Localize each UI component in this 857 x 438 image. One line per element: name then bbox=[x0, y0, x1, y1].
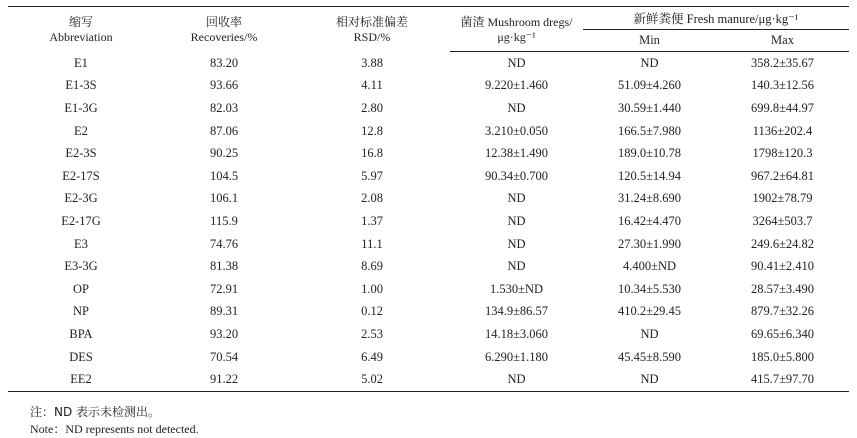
cell-fresh-max: 699.8±44.97 bbox=[750, 100, 815, 115]
cell-recovery: 74.76 bbox=[209, 236, 239, 251]
header-recoveries-zh: 回收率 bbox=[205, 14, 242, 29]
cell-abbreviation: E1-3S bbox=[65, 78, 97, 93]
cell-fresh-min: 16.42±4.470 bbox=[617, 213, 682, 228]
table-row bbox=[8, 255, 849, 278]
cell-fresh-max: 1136±202.4 bbox=[752, 123, 813, 138]
cell-fresh-max: 249.6±24.82 bbox=[750, 236, 815, 251]
cell-recovery: 72.91 bbox=[209, 281, 239, 296]
cell-mushroom-dregs: 3.210±0.050 bbox=[484, 123, 549, 138]
table-row bbox=[8, 278, 849, 301]
results-table-container bbox=[8, 6, 849, 392]
cell-fresh-max: 140.3±12.56 bbox=[750, 78, 815, 93]
cell-rsd: 12.8 bbox=[361, 123, 383, 138]
cell-fresh-min: 410.2±29.45 bbox=[617, 304, 682, 319]
table-row bbox=[8, 323, 849, 346]
cell-fresh-max: 1902±78.79 bbox=[752, 191, 813, 206]
cell-recovery: 93.66 bbox=[209, 78, 239, 93]
header-min: Min bbox=[583, 30, 716, 52]
cell-fresh-max: 185.0±5.800 bbox=[750, 349, 815, 364]
header-max: Max bbox=[716, 30, 849, 52]
cell-rsd: 2.08 bbox=[361, 191, 383, 206]
cell-rsd: 6.49 bbox=[361, 349, 383, 364]
cell-abbreviation: E2 bbox=[74, 123, 88, 138]
cell-mushroom-dregs: 90.34±0.700 bbox=[484, 168, 549, 183]
table-header bbox=[8, 7, 849, 52]
table-row bbox=[8, 210, 849, 233]
cell-mushroom-dregs: ND bbox=[507, 213, 526, 228]
cell-rsd: 5.02 bbox=[294, 368, 450, 391]
header-rsd bbox=[294, 7, 450, 52]
cell-abbreviation: DES bbox=[69, 349, 93, 364]
cell-fresh-min: 45.45±8.590 bbox=[617, 349, 682, 364]
cell-mushroom-dregs: ND bbox=[507, 55, 526, 70]
cell-rsd: 5.97 bbox=[361, 168, 383, 183]
cell-abbreviation: E2-17S bbox=[62, 168, 100, 183]
table-row bbox=[8, 75, 849, 98]
cell-fresh-max: 358.2±35.67 bbox=[750, 55, 815, 70]
cell-mushroom-dregs: ND bbox=[450, 368, 583, 391]
header-abbreviation-zh: 缩写 bbox=[68, 14, 93, 29]
cell-mushroom-dregs: 134.9±86.57 bbox=[484, 304, 549, 319]
cell-fresh-min: 120.5±14.94 bbox=[617, 168, 682, 183]
cell-rsd: 1.00 bbox=[361, 281, 383, 296]
cell-abbreviation: E2-3G bbox=[64, 191, 98, 206]
cell-abbreviation: E3-3G bbox=[64, 259, 98, 274]
cell-mushroom-dregs: 9.220±1.460 bbox=[484, 78, 549, 93]
cell-abbreviation: E1-3G bbox=[64, 100, 98, 115]
results-table bbox=[8, 6, 849, 392]
cell-abbreviation: E1 bbox=[74, 55, 88, 70]
cell-fresh-max: 879.7±32.26 bbox=[750, 304, 815, 319]
cell-recovery: 89.31 bbox=[209, 304, 239, 319]
cell-mushroom-dregs: ND bbox=[507, 236, 526, 251]
table-row bbox=[8, 52, 849, 75]
cell-fresh-max: 415.7±97.70 bbox=[716, 368, 849, 391]
cell-fresh-max: 3264±503.7 bbox=[752, 213, 813, 228]
cell-rsd: 3.88 bbox=[361, 55, 383, 70]
table-row bbox=[8, 368, 849, 391]
cell-rsd: 2.53 bbox=[361, 326, 383, 341]
cell-rsd: 8.69 bbox=[361, 259, 383, 274]
cell-fresh-min: 31.24±8.690 bbox=[617, 191, 682, 206]
cell-fresh-min: 51.09±4.260 bbox=[617, 78, 682, 93]
cell-fresh-max: 28.57±3.490 bbox=[750, 281, 815, 296]
cell-fresh-max: 69.65±6.340 bbox=[750, 326, 815, 341]
cell-mushroom-dregs: ND bbox=[507, 259, 526, 274]
cell-fresh-min: 30.59±1.440 bbox=[617, 100, 682, 115]
cell-recovery: 81.38 bbox=[209, 259, 239, 274]
note-english: Note：ND represents not detected. bbox=[30, 422, 199, 436]
cell-abbreviation: E2-17G bbox=[61, 213, 101, 228]
cell-rsd: 1.37 bbox=[361, 213, 383, 228]
cell-rsd: 16.8 bbox=[361, 146, 383, 161]
table-body bbox=[8, 52, 849, 392]
cell-fresh-max: 967.2±64.81 bbox=[750, 168, 815, 183]
cell-fresh-min: ND bbox=[640, 55, 659, 70]
cell-recovery: 104.5 bbox=[209, 168, 239, 183]
table-row bbox=[8, 188, 849, 211]
cell-recovery: 91.22 bbox=[154, 368, 294, 391]
cell-fresh-min: ND bbox=[640, 326, 659, 341]
header-recoveries-en: Recoveries/% bbox=[190, 29, 258, 44]
cell-mushroom-dregs: 1.530±ND bbox=[489, 281, 544, 296]
header-fresh-manure: 新鲜粪便 Fresh manure/μg·kg⁻¹ bbox=[583, 7, 849, 30]
cell-recovery: 93.20 bbox=[209, 326, 239, 341]
cell-fresh-min: 10.34±5.530 bbox=[617, 281, 682, 296]
note-chinese: 注：ND 表示未检测出。 bbox=[30, 405, 161, 419]
header-mushroom-dregs bbox=[450, 7, 583, 52]
table-row bbox=[8, 301, 849, 324]
cell-rsd: 0.12 bbox=[361, 304, 383, 319]
header-mushroom-unit: μg·kg⁻¹ bbox=[497, 29, 536, 44]
cell-fresh-max: 90.41±2.410 bbox=[750, 259, 815, 274]
cell-fresh-min: 189.0±10.78 bbox=[617, 146, 682, 161]
cell-abbreviation: E2-3S bbox=[65, 146, 97, 161]
table-row bbox=[8, 97, 849, 120]
cell-rsd: 11.1 bbox=[361, 236, 383, 251]
table-row bbox=[8, 346, 849, 369]
header-abbreviation-en: Abbreviation bbox=[49, 29, 113, 44]
cell-recovery: 115.9 bbox=[210, 213, 238, 228]
header-abbreviation bbox=[8, 7, 154, 52]
table-row bbox=[8, 142, 849, 165]
cell-fresh-max: 1798±120.3 bbox=[752, 146, 813, 161]
cell-mushroom-dregs: ND bbox=[507, 100, 526, 115]
cell-mushroom-dregs: 12.38±1.490 bbox=[484, 146, 549, 161]
cell-fresh-min: 27.30±1.990 bbox=[617, 236, 682, 251]
table-row bbox=[8, 165, 849, 188]
table-row bbox=[8, 120, 849, 143]
cell-rsd: 2.80 bbox=[361, 100, 383, 115]
cell-recovery: 70.54 bbox=[209, 349, 239, 364]
cell-abbreviation: E3 bbox=[74, 236, 88, 251]
cell-abbreviation: OP bbox=[73, 281, 89, 296]
header-rsd-en: RSD/% bbox=[353, 29, 391, 44]
cell-fresh-min: ND bbox=[583, 368, 716, 391]
cell-mushroom-dregs: 14.18±3.060 bbox=[484, 326, 549, 341]
cell-recovery: 106.1 bbox=[209, 191, 239, 206]
header-mushroom-label: 菌渣 Mushroom dregs/ bbox=[460, 14, 573, 29]
cell-abbreviation: NP bbox=[73, 304, 89, 319]
cell-recovery: 82.03 bbox=[209, 100, 239, 115]
table-row bbox=[8, 233, 849, 256]
cell-recovery: 87.06 bbox=[209, 123, 239, 138]
cell-recovery: 90.25 bbox=[209, 146, 239, 161]
cell-abbreviation: EE2 bbox=[8, 368, 154, 391]
cell-mushroom-dregs: ND bbox=[507, 191, 526, 206]
cell-recovery: 83.20 bbox=[209, 55, 239, 70]
cell-rsd: 4.11 bbox=[361, 78, 383, 93]
header-recoveries bbox=[154, 7, 294, 52]
cell-mushroom-dregs: 6.290±1.180 bbox=[484, 349, 549, 364]
cell-abbreviation: BPA bbox=[69, 326, 93, 341]
cell-fresh-min: 4.400±ND bbox=[622, 259, 677, 274]
header-rsd-zh: 相对标准偏差 bbox=[335, 14, 408, 29]
cell-fresh-min: 166.5±7.980 bbox=[617, 123, 682, 138]
